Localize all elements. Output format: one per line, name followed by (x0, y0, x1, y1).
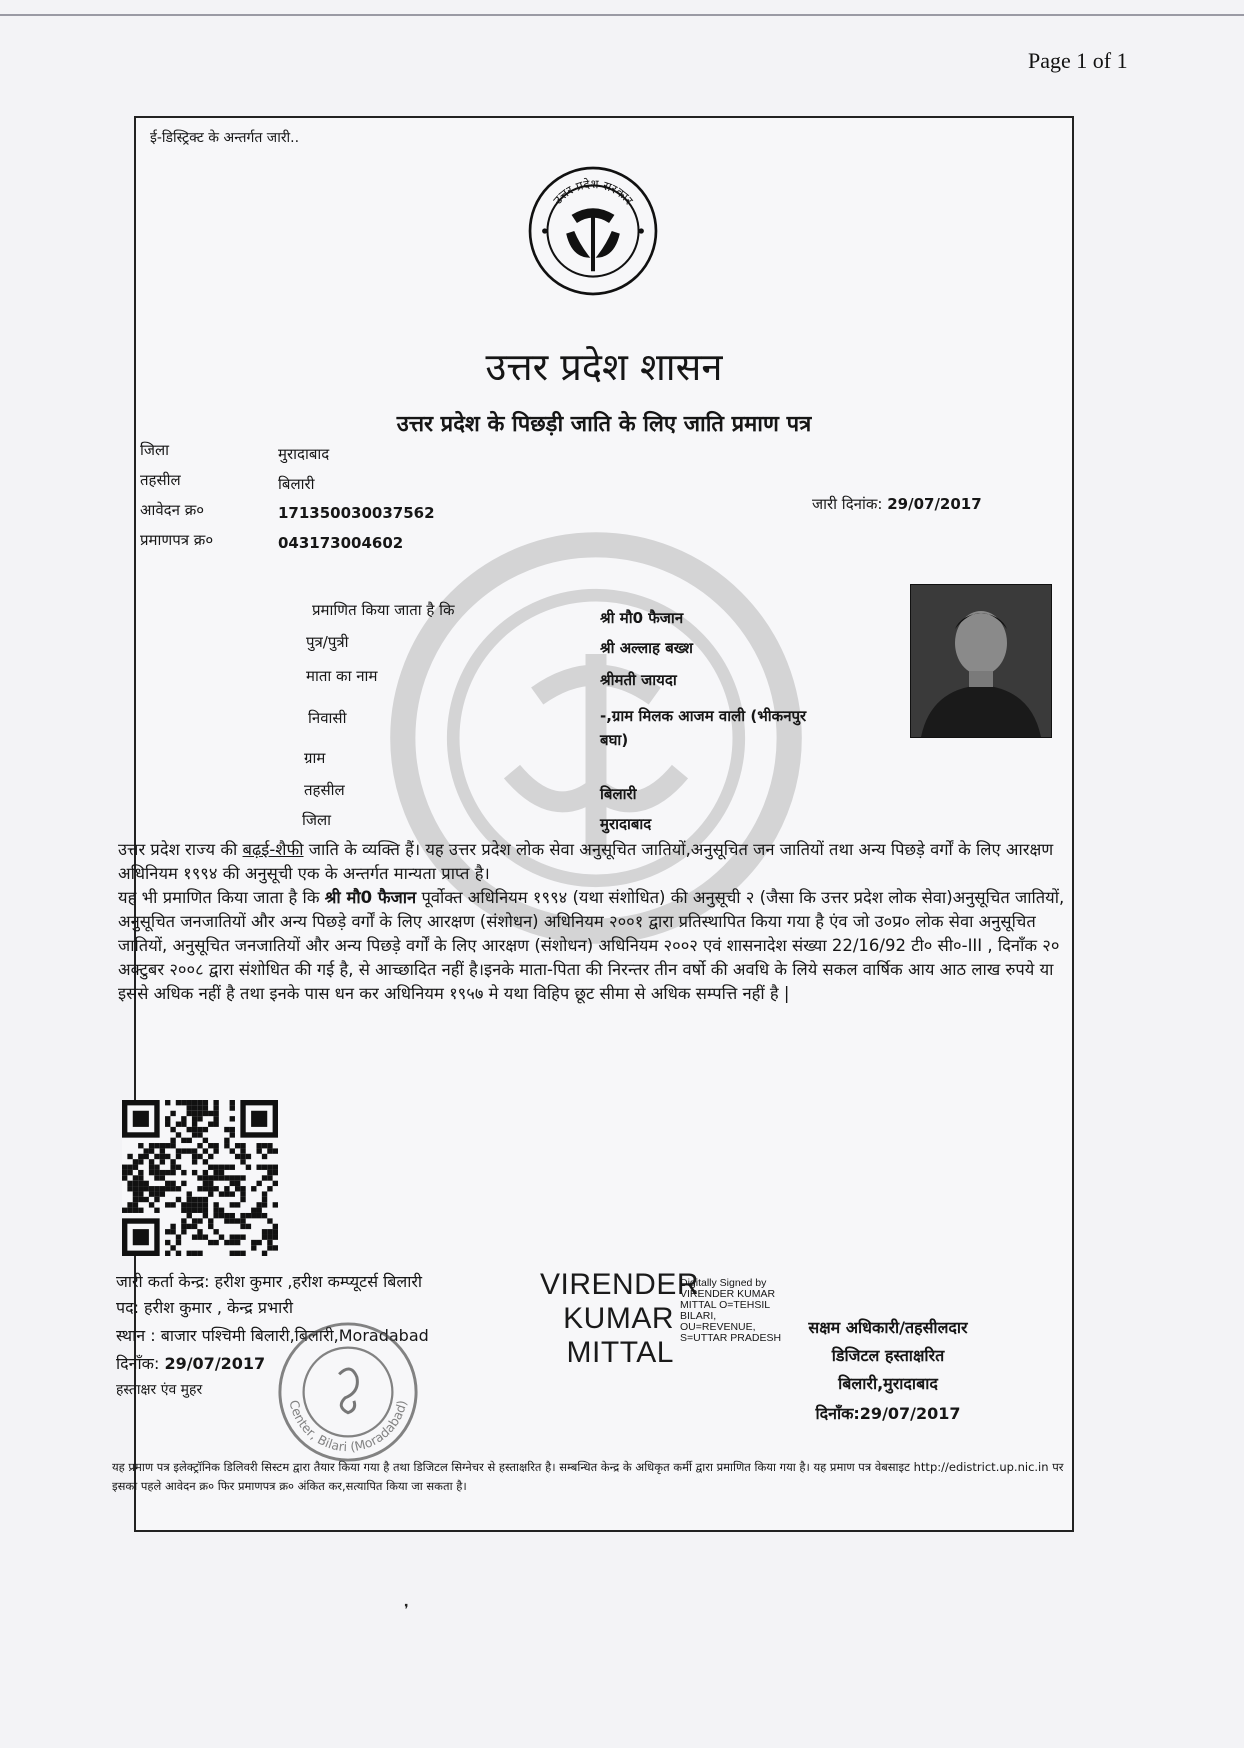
signer-name-line2: KUMAR (563, 1302, 674, 1335)
body-p2-name: श्री मौ0 फैजान (324, 888, 417, 907)
certificate-number-value: 043173004602 (278, 534, 404, 552)
person-tehsil-value: बिलारी (600, 785, 637, 803)
body-p1-prefix: उत्तर प्रदेश राज्य की (118, 840, 243, 859)
resident-label: निवासी (308, 709, 347, 727)
svg-text:उत्तर प्रदेश सरकार (550, 177, 636, 208)
certificate-body (118, 838, 1066, 1006)
district-value: मुरादाबाद (278, 445, 330, 463)
caste-name: बढ़ई-शैफी (242, 840, 304, 859)
issue-date-value: 29/07/2017 (887, 495, 982, 513)
father-name: श्री अल्लाह बख्श (600, 639, 693, 657)
digital-signature-details: Digitally Signed by VIRENDER KUMAR MITTAL O=TEHSIL BILARI, OU=REVENUE, S=UTTAR PRADESH (680, 1277, 782, 1344)
issued-under-text: ई-डिस्ट्रिक्ट के अन्तर्गत जारी.. (150, 130, 300, 146)
authority-line3: बिलारी,मुरादाबाद (838, 1374, 938, 1393)
district-label: जिला (140, 441, 170, 459)
body-p2-suffix: पूर्वोक्त अधिनियम १९९४ (यथा संशोधित) की अनुसूची २ (जैसा कि उत्तर प्रदेश लोक सेवा)अनुसूचित जातियों, अनुसूचित जनजातियों और अन्य पिछड़े वर्गों के लिए आरक्षण (संशोधन) अधिनियम २००१ द्वारा प्रतिस्थापित किया गया है एंव जो उ०प्र० लोक सेवा अनुसूचित जातियों, अनुसूचित जनजातियों और अन्य पिछड़े वर्गों के लिए आरक्षण (संशोधन) अधिनियम २००२ एवं शासनादेश संख्या 22/16/92 टी० सी०-III , दिनाँक २० अक्टुबर २००८ द्वारा संशोधित की गई है, से आच्छादित नहीं है।इनके माता-पिता की निरन्तर तीन वर्षो की अवधि के लिये सकल वार्षिक आय आठ लाख रुपये या इससे अधिक नहीं है तथा इनके पास धन कर अधिनियम १९५७ मे यथा विहिप छूट सीमा से अधिक सम्पत्ति नहीं है | (118, 888, 1065, 1003)
signer-name-line3: MITTAL (566, 1336, 674, 1369)
mother-label: माता का नाम (306, 667, 378, 685)
son-daughter-label: पुत्र/पुत्री (306, 633, 349, 651)
issuer-date-value: 29/07/2017 (164, 1354, 266, 1373)
body-p1-suffix: जाति के व्यक्ति हैं। यह उत्तर प्रदेश लोक सेवा अनुसूचित जातियों,अनुसूचित जन जातियों तथा अन्य पिछड़े वर्गों के लिए आरक्षण अधिनियम १९९४ की अनुसूची एक के अन्तर्गत मान्यता प्राप्त है। (118, 840, 1054, 883)
footer-note-text: यह प्रमाण पत्र इलेक्ट्रॉनिक डिलिवरी सिस्टम द्वारा तैयार किया गया है तथा डिजिटल सिग्नेचर से हस्ताक्षरित है। सम्बन्धित केन्द्र के अधिकृत कर्मी द्वारा प्रमाणित किया गया है। यह प्रमाण पत्र वेबसाइट http://edistrict.up.nic.in पर इसका पहले आवेदन क्र० फिर प्रमाणपत्र क्र० अंकित कर,सत्यापित किया जा सकता है। (112, 1460, 1064, 1493)
certified-label: प्रमाणित किया जाता है कि (312, 601, 455, 619)
issuer-date-label: दिनाँक: (116, 1354, 160, 1373)
authority-line1: सक्षम अधिकारी/तहसीलदार (808, 1318, 968, 1337)
resident-value-line1: -,ग्राम मिलक आजम वाली (भीकनपुर (600, 707, 807, 725)
issuer-centre: जारी कर्ता केन्द्र: हरीश कुमार ,हरीश कम्प्यूटर्स बिलारी (116, 1272, 423, 1291)
issuer-post: पद: हरीश कुमार , केन्द्र प्रभारी (116, 1298, 294, 1317)
certificate (112, 116, 1074, 1532)
issue-date-label: जारी दिनांक: (812, 495, 883, 513)
scan-top-edge (0, 14, 1244, 16)
digital-signer-name (540, 1268, 700, 1370)
body-paragraph-2 (118, 886, 1066, 1006)
application-number-label: आवेदन क्र० (140, 501, 205, 519)
stamp-text: Center, Bilari (Moradabad) (286, 1398, 410, 1455)
person-district-label: जिला (302, 811, 332, 829)
application-number-value: 171350030037562 (278, 504, 435, 522)
page-number: Page 1 of 1 (1028, 48, 1128, 73)
signer-name-line1: VIRENDER (540, 1268, 700, 1301)
tehsil-value: बिलारी (278, 475, 315, 493)
body-p2-prefix: यह भी प्रमाणित किया जाता है कि (118, 888, 325, 907)
scan-mark: ❜ (404, 1602, 409, 1618)
person-tehsil-label: तहसील (304, 781, 345, 799)
mother-name: श्रीमती जायदा (600, 671, 677, 689)
sign-seal-label: हस्ताक्षर एंव मुहर (116, 1382, 203, 1398)
page-title: उत्तर प्रदेश शासन (485, 345, 723, 389)
tehsil-label: तहसील (140, 471, 181, 489)
authority-line2: डिजिटल हस्ताक्षरित (831, 1346, 945, 1365)
resident-value-line2: बघा) (600, 731, 629, 749)
village-label: ग्राम (304, 749, 326, 767)
issuer-date (116, 1352, 265, 1374)
up-government-emblem (526, 164, 660, 298)
authority-date (788, 1402, 988, 1424)
centre-stamp (274, 1318, 422, 1466)
emblem-text: उत्तर प्रदेश सरकार (550, 177, 636, 208)
qr-code (122, 1100, 278, 1256)
person-district-value: मुरादाबाद (600, 815, 652, 833)
certificate-subtitle: उत्तर प्रदेश के पिछड़ी जाति के लिए जाति प्रमाण पत्र (396, 412, 812, 437)
person-name: श्री मौ0 फैजान (600, 609, 684, 627)
body-paragraph-1 (118, 838, 1066, 886)
issuer-place: स्थान : बाजार पश्चिमी बिलारी,बिलारी,Moradabad (116, 1326, 429, 1345)
certificate-number-label: प्रमाणपत्र क्र० (140, 531, 214, 549)
authority-date-value: 29/07/2017 (859, 1404, 961, 1423)
footer-note (112, 1458, 1072, 1496)
issue-date (812, 494, 982, 514)
authority-date-label: दिनाँक: (815, 1404, 860, 1423)
applicant-photo (910, 584, 1052, 738)
